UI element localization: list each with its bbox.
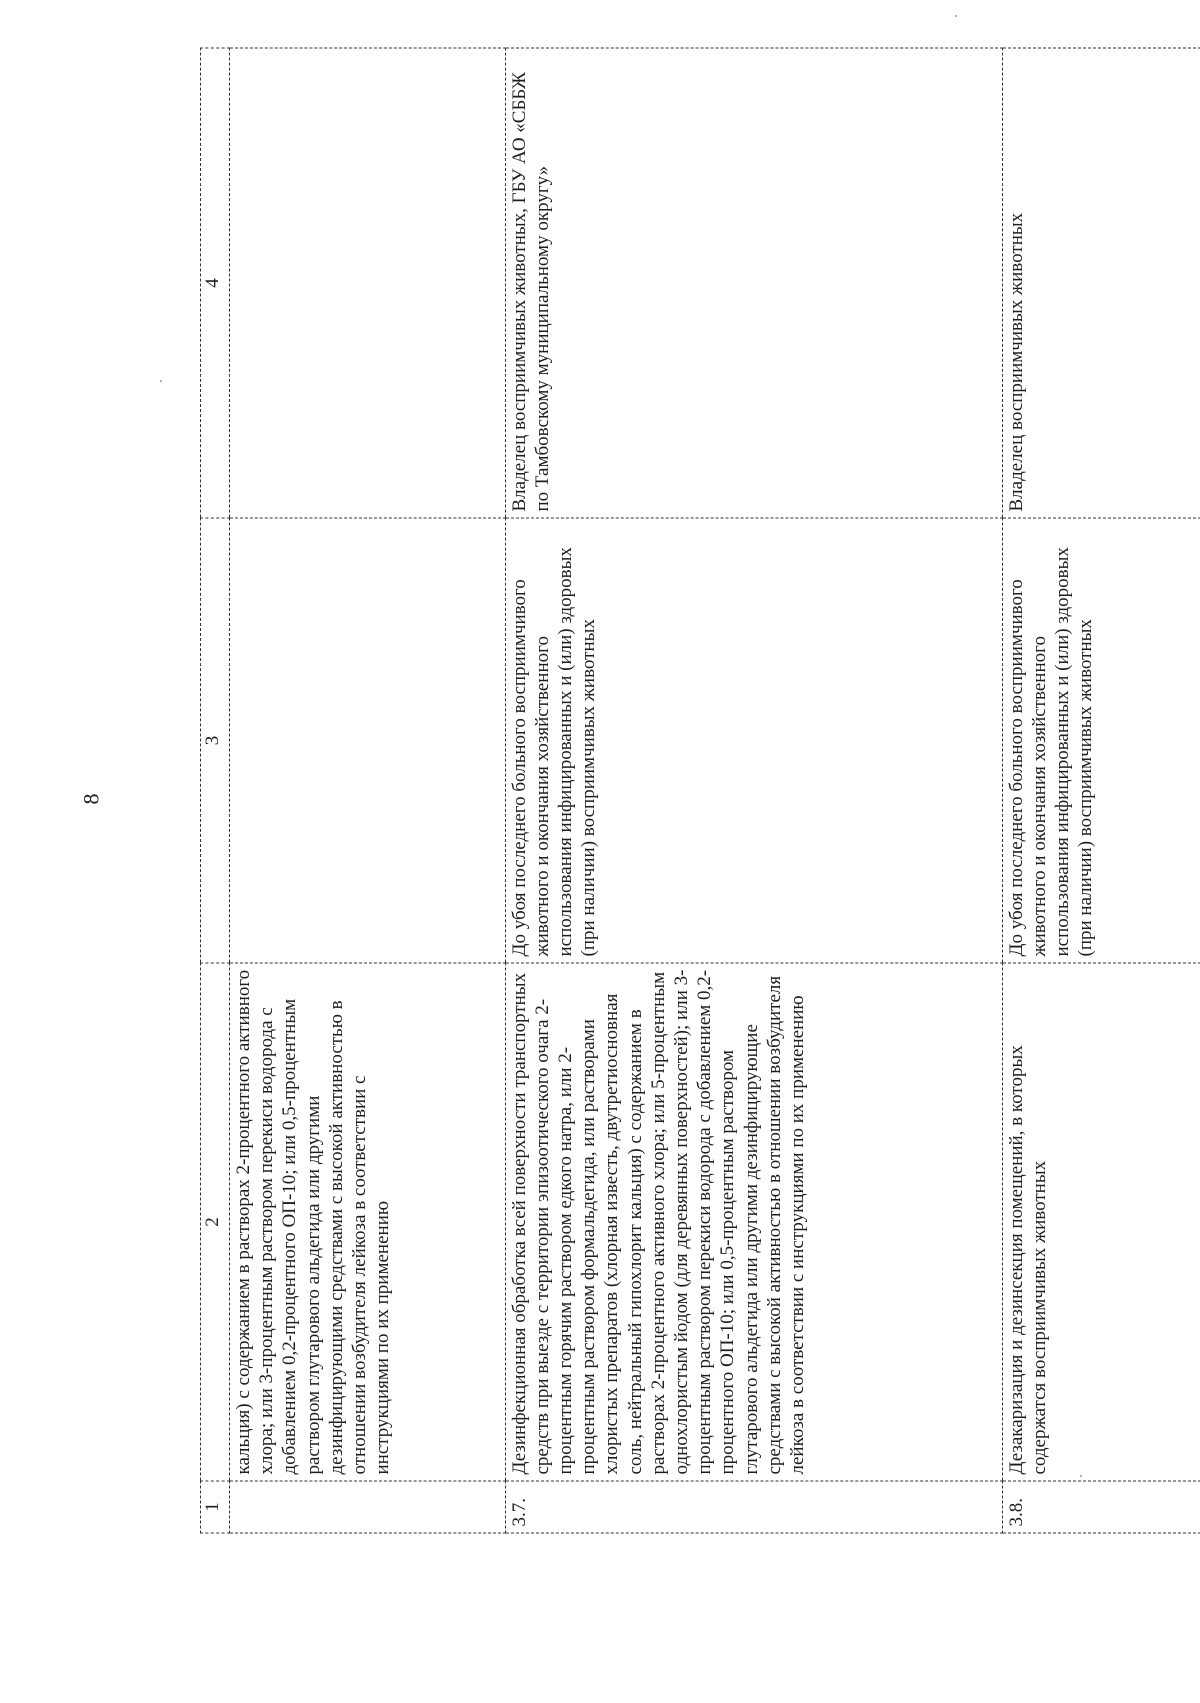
header-col-3: 3 — [201, 518, 230, 963]
scan-speck — [160, 380, 162, 382]
header-col-4: 4 — [201, 48, 230, 518]
table-row — [505, 48, 1002, 1533]
measure-cell: Дезакаризация и дезинсекция помещений, в которых содержатся восприимчивых животных — [1002, 963, 1200, 1481]
row-number — [230, 1481, 506, 1533]
header-col-2: 2 — [201, 963, 230, 1481]
scan-speck — [955, 15, 957, 17]
page-number: 8 — [78, 793, 104, 805]
responsible-cell: Владелец восприимчивых животных — [1002, 48, 1200, 518]
scan-speck — [1080, 1475, 1082, 1477]
rotated-table-container — [200, 48, 1200, 1533]
timing-cell — [230, 518, 506, 963]
measure-cell: кальция) с содержанием в растворах 2-процентного активного хлора; или 3-процентным раствором перекиси водорода с добавлением 0,2-процентного ОП-10; или 0,5-процентным раствором глутарового альдегида или другими дезинфицирующими средствами с высокой активностью в отношении возбудителя лейкоза в соответствии с инструкциями по их применению — [230, 963, 506, 1481]
table-header-row — [201, 48, 230, 1533]
measures-table — [200, 47, 1200, 1533]
table-rotation — [200, 48, 1200, 1533]
table-row — [230, 48, 506, 1533]
row-number: 3.8. — [1002, 1481, 1200, 1533]
row-number: 3.7. — [505, 1481, 1002, 1533]
timing-cell: До убоя последнего больного восприимчивого животного и окончания хозяйственного использования инфицированных и (или) здоровых (при наличии) восприимчивых животных — [505, 518, 1002, 963]
responsible-cell — [230, 48, 506, 518]
table-row — [1002, 48, 1200, 1533]
responsible-cell: Владелец восприимчивых животных, ГБУ АО «СББЖ по Тамбовскому муниципальному округу» — [505, 48, 1002, 518]
header-col-1: 1 — [201, 1481, 230, 1533]
timing-cell: До убоя последнего больного восприимчивого животного и окончания хозяйственного использования инфицированных и (или) здоровых (при наличии) восприимчивых животных — [1002, 518, 1200, 963]
measure-cell: Дезинфекционная обработка всей поверхности транспортных средств при выезде с территории эпизоотического очага 2-процентным горячим раствором едкого натра, или 2-процентным раствором формальдегида, или растворами хлористых препаратов (хлорная известь, двутретиосновная соль, нейтральный гипохлорит кальция) с содержанием в растворах 2-процентного активного хлора; или 5-процентным однохлористым йодом (для деревянных поверхностей); или 3-процентным раствором перекиси водорода с добавлением 0,2-процентного ОП-10; или 0,5-процентным раствором глутарового альдегида или другими дезинфицирующие средствами с высокой активностью в отношении возбудителя лейкоза в соответствии с инструкциями по их применению — [505, 963, 1002, 1481]
